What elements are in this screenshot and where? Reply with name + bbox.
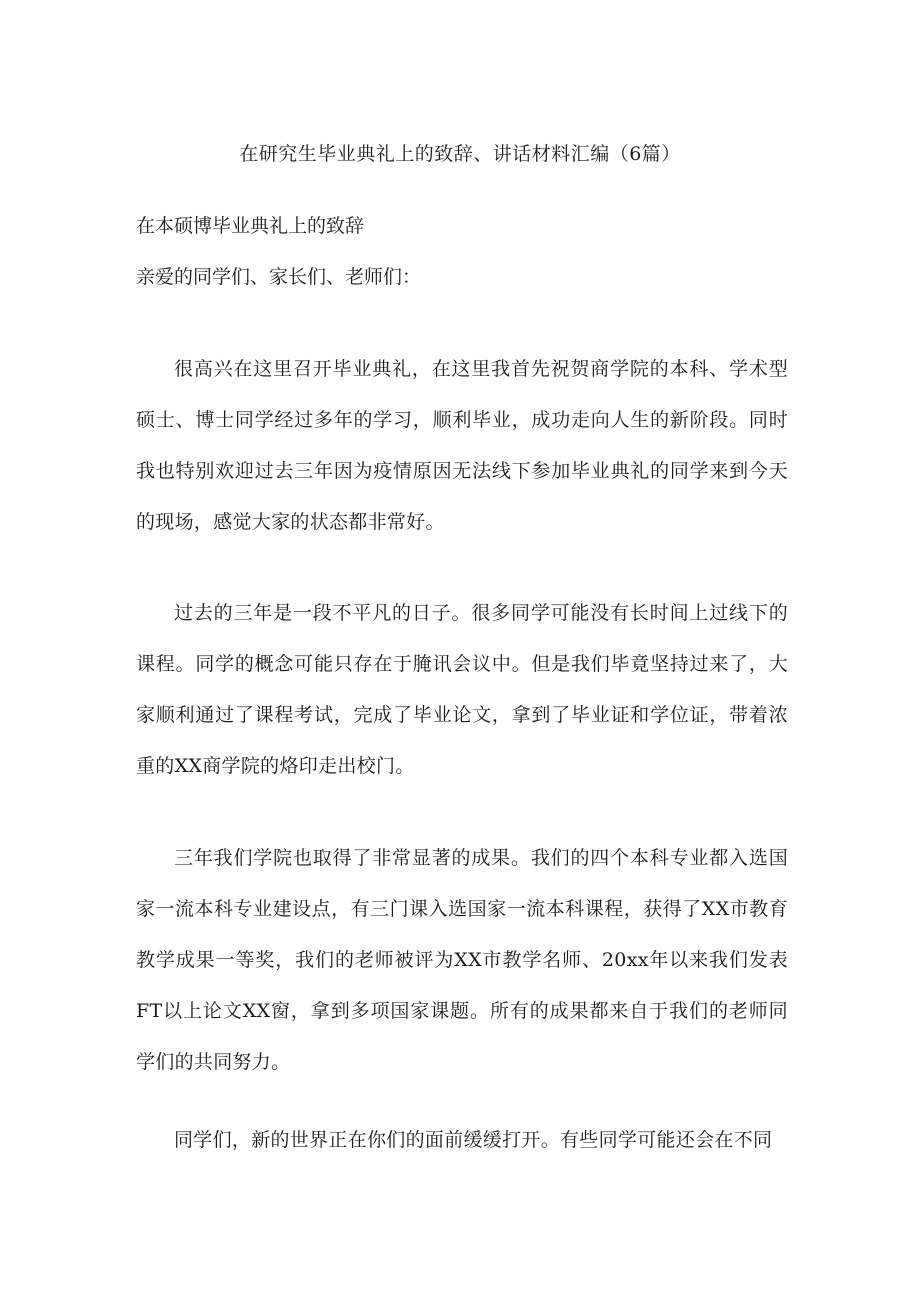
paragraph-3: 三年我们学院也取得了非常显著的成果。我们的四个本科专业都入选国家一流本科专业建设点，有三门课入选国家一流本科课程，获得了XX市教育教学成果一等奖，我们的老师被评为XX市教学名师、20xx年以来我们发表FT以上论文XX窗，拿到多项国家课题。所有的成果都来自于我们的老师同学们的共同努力。 <box>136 847 788 1073</box>
document-title: 在研究生毕业典礼上的致辞、讲话材料汇编（6篇） <box>239 143 681 165</box>
paragraph-2: 过去的三年是一段不平凡的日子。很多同学可能没有长时间上过线下的课程。同学的概念可能只存在于腌讯会议中。但是我们毕竟坚持过来了，大家顺利通过了课程考试，完成了毕业论文，拿到了毕业证和学位证，带着浓重的XX商学院的烙印走出校门。 <box>136 602 788 777</box>
speech-title: 在本硕博毕业典礼上的致辞 <box>136 215 365 237</box>
salutation: 亲爱的同学们、家长们、老师们： <box>136 266 422 288</box>
paragraph-1: 很高兴在这里召开毕业典礼，在这里我首先祝贺商学院的本科、学术型硕士、博士同学经过多年的学习，顺利毕业，成功走向人生的新阶段。同时我也特别欢迎过去三年因为疫情原因无法线下参加毕业典礼的同学来到今天的现场，感觉大家的状态都非常好。 <box>136 358 788 533</box>
paragraph-4: 同学们，新的世界正在你们的面前缓缓打开。有些同学可能还会在不同 <box>174 1129 773 1151</box>
